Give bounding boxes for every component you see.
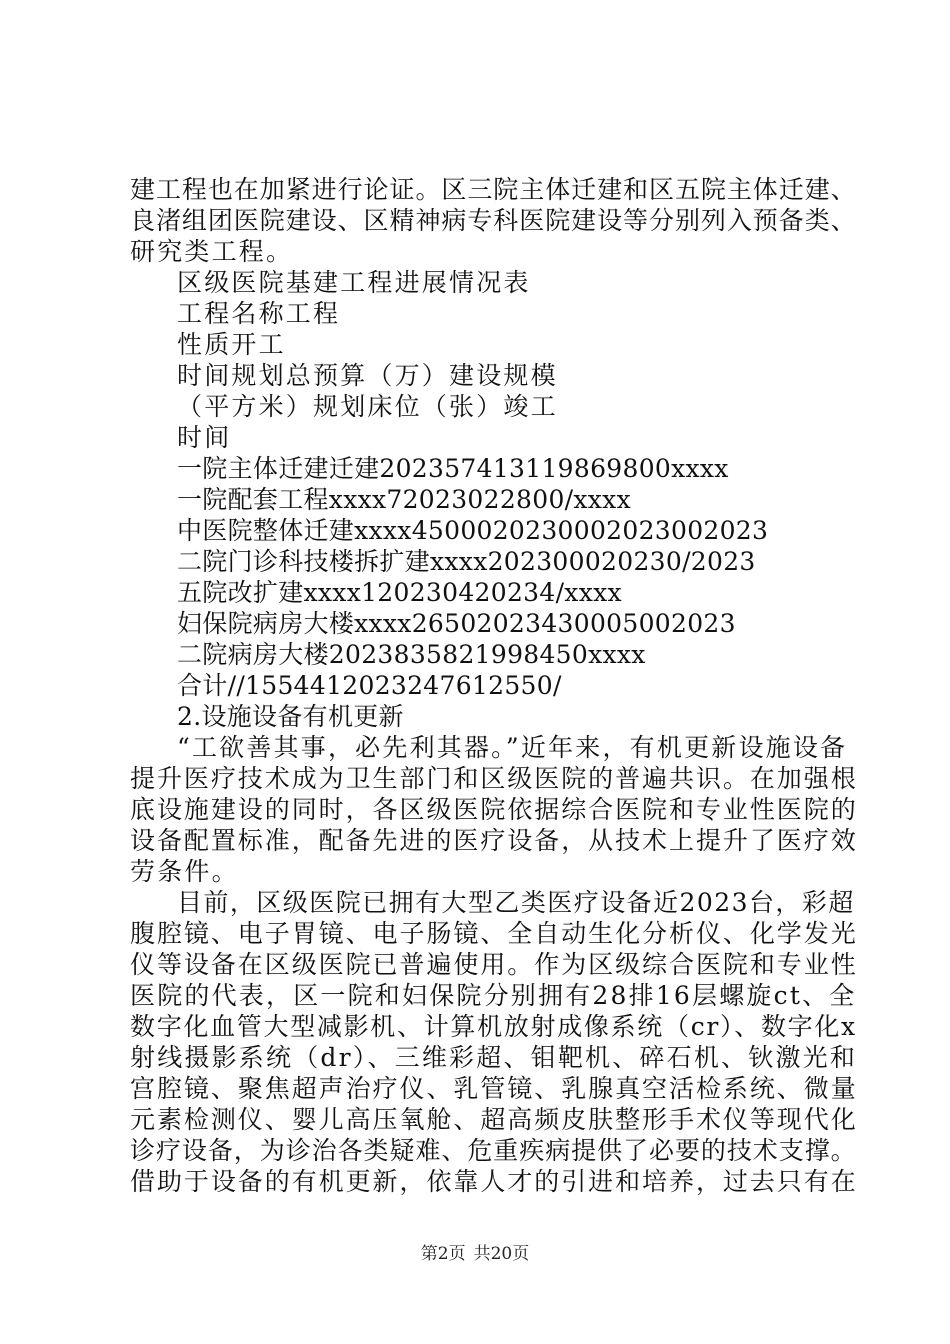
- table-header-line: 时间规划总预算（万）建设规模: [177, 361, 558, 390]
- text-line: 元素检测仪、婴儿高压氧舱、超高频皮肤整形手术仪等现代化: [130, 1105, 858, 1134]
- table-row: 一院配套工程xxxx72023022800/xxxx: [177, 485, 631, 514]
- text-line: 医院的代表，区一院和妇保院分别拥有28排16层螺旋ct、全: [130, 981, 857, 1010]
- section-heading: 2.设施设备有机更新: [177, 702, 404, 731]
- page-footer: [0, 1244, 950, 1264]
- table-row: 五院改扩建xxxx120230420234/xxxx: [177, 578, 622, 607]
- table-title: 区级医院基建工程进展情况表: [177, 268, 531, 297]
- text-line: 劳条件。: [130, 857, 239, 886]
- text-line: 设备配置标准，配备先进的医疗设备，从技术上提升了医疗效: [130, 826, 858, 855]
- text-line: 研究类工程。: [130, 237, 294, 266]
- text-line: 建工程也在加紧进行论证。区三院主体迁建和区五院主体迁建、: [130, 175, 857, 204]
- table-header-line: （平方米）规划床位（张）竣工: [177, 392, 558, 421]
- text-line: 良渚组团医院建设、区精神病专科医院建设等分别列入预备类、: [130, 206, 857, 235]
- text-line: 目前，区级医院已拥有大型乙类医疗设备近2023台，彩超: [177, 888, 855, 917]
- table-total-row: 合计//1554412023247612550/: [177, 671, 562, 700]
- table-header-line: 工程名称工程: [177, 299, 341, 328]
- table-row: 二院病房大楼2023835821998450xxxx: [177, 640, 646, 669]
- page-total: 共20页: [473, 1244, 530, 1264]
- table-header-line: 性质开工: [177, 330, 286, 359]
- table-row: 妇保院病房大楼xxxx26502023430005002023: [177, 609, 736, 638]
- text-line: 宫腔镜、聚焦超声治疗仪、乳管镜、乳腺真空活检系统、微量: [130, 1074, 858, 1103]
- text-line: 借助于设备的有机更新，依靠人才的引进和培养，过去只有在: [130, 1167, 858, 1196]
- table-header-line: 时间: [177, 423, 232, 452]
- table-row: 二院门诊科技楼拆扩建xxxx202300020230/2023: [177, 547, 756, 576]
- table-row: 一院主体迁建迁建202357413119869800xxxx: [177, 454, 729, 483]
- text-line: 仪等设备在区级医院已普遍使用。作为区级综合医院和专业性: [130, 950, 858, 979]
- text-line: 诊疗设备，为诊治各类疑难、危重疾病提供了必要的技术支撑。: [130, 1136, 857, 1165]
- page-number: 第2页: [420, 1244, 466, 1264]
- text-line: 腹腔镜、电子胃镜、电子肠镜、全自动生化分析仪、化学发光: [130, 919, 858, 948]
- text-line: 数字化血管大型减影机、计算机放射成像系统（cr）、数字化x: [130, 1012, 857, 1041]
- text-line: 底设施建设的同时，各区级医院依据综合医院和专业性医院的: [130, 795, 858, 824]
- text-line: 射线摄影系统（dr）、三维彩超、钼靶机、碎石机、钬激光和: [130, 1043, 858, 1072]
- table-row: 中医院整体迁建xxxx4500020230002023002023: [177, 516, 769, 545]
- text-line: “工欲善其事，必先利其器。”近年来，有机更新设施设备: [177, 733, 848, 762]
- text-line: 提升医疗技术成为卫生部门和区级医院的普遍共识。在加强根: [130, 764, 858, 793]
